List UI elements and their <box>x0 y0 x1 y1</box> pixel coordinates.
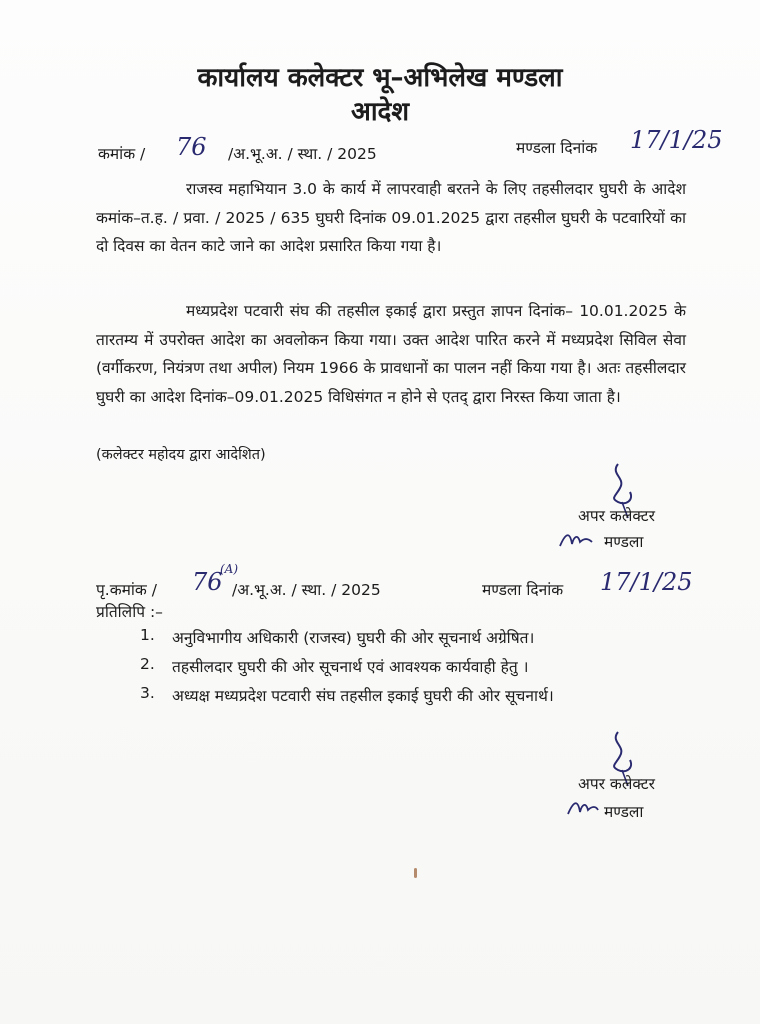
order-date-handwritten: 17/1/25 <box>630 126 723 154</box>
signature-2-place: मण्डला <box>604 803 644 821</box>
stray-mark <box>414 868 417 878</box>
initials-2-icon <box>566 796 600 820</box>
initials-1-icon <box>558 528 594 552</box>
copy-number-superscript: (A) <box>220 562 239 576</box>
copy-list-number: 2. <box>140 655 155 673</box>
order-number-prefix: कमांक / <box>98 145 146 163</box>
order-heading: आदेश <box>350 97 410 127</box>
by-order-note: (कलेक्टर महोदय द्वारा आदेशित) <box>96 447 266 463</box>
copy-date-label: मण्डला दिनांक <box>482 581 564 599</box>
copy-date-handwritten: 17/1/25 <box>600 568 693 596</box>
signature-1-designation: अपर कलेक्टर <box>578 507 655 525</box>
copy-label: प्रतिलिपि :– <box>96 603 163 621</box>
order-date-label: मण्डला दिनांक <box>516 139 598 157</box>
order-number-suffix: /अ.भू.अ. / स्था. / 2025 <box>228 145 377 163</box>
order-number-handwritten: 76 <box>176 133 207 161</box>
copy-number-suffix: /अ.भू.अ. / स्था. / 2025 <box>232 581 381 599</box>
copy-list-item: तहसीलदार घुघरी की ओर सूचनार्थ एवं आवश्यक कार्यवाही हेतु । <box>172 658 529 676</box>
copy-list-item: अध्यक्ष मध्यप्रदेश पटवारी संघ तहसील इकाई घुघरी की ओर सूचनार्थ। <box>172 687 554 705</box>
copy-number-handwritten: 76 <box>192 568 223 596</box>
paragraph-1: राजस्व महाभियान 3.0 के कार्य में लापरवाही बरतने के लिए तहसीलदार घुघरी के आदेश कमांक–त.ह. / प्रवा. / 2025 / 635 घुघरी दिनांक 09.01.2025 द्वारा तहसील घुघरी के पटवारियों का दो दिवस का वेतन काटे जाने का आदेश प्रसारित किया गया है। <box>96 180 686 255</box>
paragraph-2: मध्यप्रदेश पटवारी संघ की तहसील इकाई द्वारा प्रस्तुत ज्ञापन दिनांक– 10.01.2025 के तारतम्य में उपरोक्त आदेश का अवलोकन किया गया। उक्त आदेश पारित करने में मध्यप्रदेश सिविल सेवा (वर्गीकरण, नियंत्रण तथा अपील) नियम 1966 के प्रावधानों का पालन नहीं किया गया है। अतः तहसीलदार घुघरी का आदेश दिनांक–09.01.2025 विधिसंगत न होने से एतद् द्वारा निरस्त किया जाता है। <box>96 302 686 406</box>
copy-list-number: 3. <box>140 684 155 702</box>
copy-number-prefix: पृ.कमांक / <box>96 581 157 599</box>
copy-list-item: अनुविभागीय अधिकारी (राजस्व) घुघरी की ओर सूचनार्थ अग्रेषित। <box>172 629 535 647</box>
copy-list-number: 1. <box>140 626 155 644</box>
office-heading: कार्यालय कलेक्टर भू–अभिलेख मण्डला <box>197 63 563 93</box>
signature-1-place: मण्डला <box>604 533 644 551</box>
signature-2-designation: अपर कलेक्टर <box>578 775 655 793</box>
